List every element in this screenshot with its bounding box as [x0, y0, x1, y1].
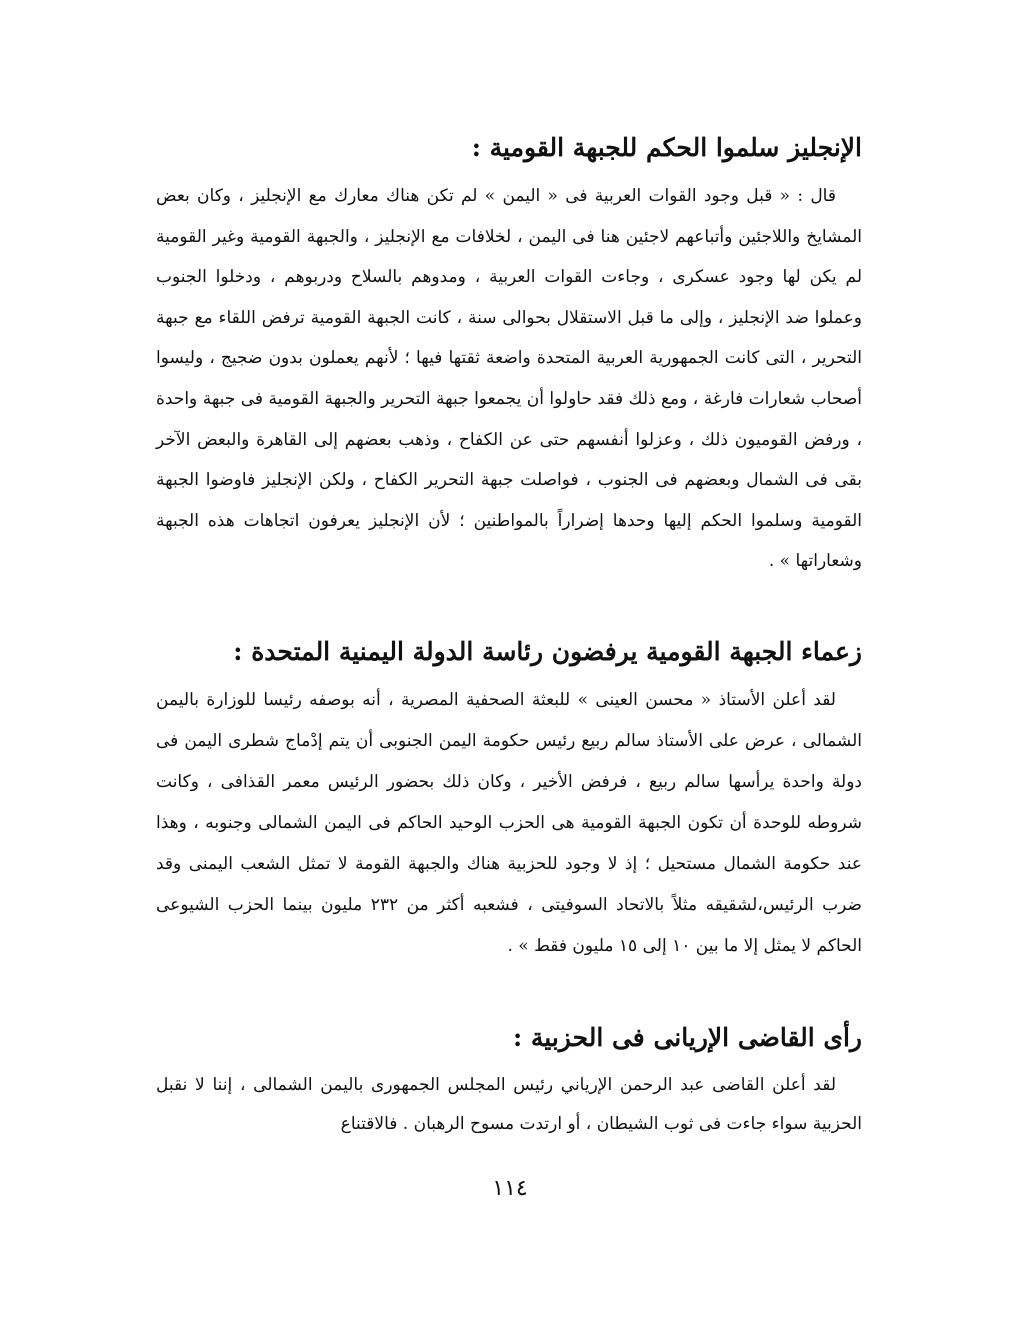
section-paragraph-english-handover: قال : « قبل وجود القوات العربية فى « اليمن » لم تكن هناك معارك مع الإنجليز ، وكان بعض المشايخ واللاجئين وأتباعهم لاجئين هنا فى اليمن ، لخلافات مع الإنجليز ، والجبهة القومية وغير القومية لم يكن لها وجود عسكرى ، وجاءت القوات العربية ، ومدوهم بالسلاح ودربوهم ، ودخلوا الجنوب وعملوا ضد الإنجليز ، وإلى ما قبل الاستقلال بحوالى سنة ، كانت الجبهة القومية ترفض اللقاء مع جبهة التحرير ، التى كانت الجمهورية العربية المتحدة واضعة ثقتها فيها ؛ لأنهم يعملون بدون ضجيج ، وليسوا أصحاب شعارات فارغة ، ومع ذلك فقد حاولوا أن يجمعوا جبهة التحرير والجبهة القومية فى جبهة واحدة ، ورفض القوميون ذلك ، وعزلوا أنفسهم حتى عن الكفاح ، وذهب بعضهم إلى القاهرة والبعض الآخر بقى فى الشمال وبعضهم فى الجنوب ، فواصلت جبهة التحرير الكفاح ، ولكن الإنجليز فاوضوا الجبهة القومية وسلموا الحكم إليها وحدها إضراراً بالمواطنين ؛ لأن الإنجليز يعرفون اتجاهات هذه الجبهة وشعاراتها » . — [156, 186, 862, 572]
section-paragraph-iryani-opinion: لقد أعلن القاضى عبد الرحمن الإرياني رئيس المجلس الجمهورى باليمن الشمالى ، إننا لا نقبل الحزبية سواء جاءت فى ثوب الشيطان ، أو ارتدت مسوح الرهبان . فالاقتناع — [156, 1075, 862, 1134]
section-heading-iryani-opinion: رأى القاضى الإريانى فى الحزبية : — [512, 1023, 862, 1052]
section-heading-english-handover: الإنجليز سلموا الحكم للجبهة القومية : — [471, 133, 862, 162]
section-paragraph-leaders-refuse: لقد أعلن الأستاذ « محسن العينى » للبعثة الصحفية المصرية ، أنه بوصفه رئيسا للوزارة باليمن الشمالى ، عرض على الأستاذ سالم ربيع رئيس حكومة اليمن الجنوبى أن يتم إدْماج شطرى اليمن فى دولة واحدة يرأسها سالم ربيع ، فرفض الأخير ، وكان ذلك بحضور الرئيس معمر القذافى ، وكانت شروطه للوحدة أن تكون الجبهة القومية هى الحزب الوحيد الحاكم فى اليمن الشمالى وجنوبه ، وهذا عند حكومة الشمال مستحيل ؛ إذ لا وجود للحزبية هناك والجبهة القومة لا تمثل الشعب اليمنى وقد ضرب الرئيس،لشقيقه مثلاً بالاتحاد السوفيتى ، فشعبه أكثر من ٢٣٢ مليون بينما الحزب الشيوعى الحاكم لا يمثل إلا ما بين ١٠ إلى ١٥ مليون فقط » . — [156, 690, 862, 956]
page-number: ١١٤ — [492, 1176, 528, 1201]
section-heading-leaders-refuse: زعماء الجبهة القومية يرفضون رئاسة الدولة اليمنية المتحدة : — [233, 637, 862, 666]
